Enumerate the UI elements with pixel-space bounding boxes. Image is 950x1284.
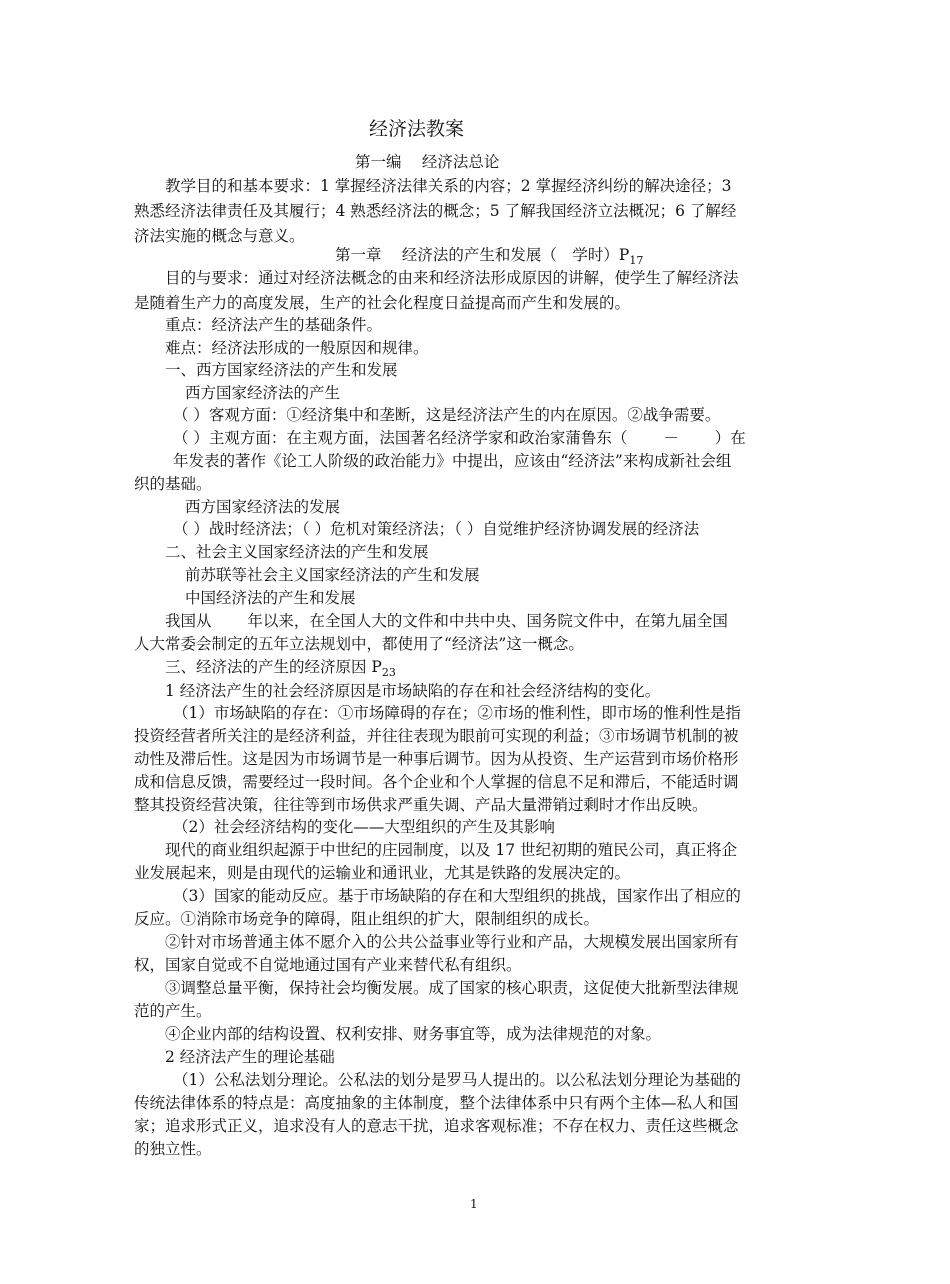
section-4-line-2: 传统法律体系的特点是：高度抽象的主体制度，整个法律体系中只有两个主体—私人和国 [134, 1094, 739, 1112]
paragraph-2-heading: （2）社会经济结构的变化——大型组织的产生及其影响 [173, 818, 555, 836]
difficulty: 难点：经济法形成的一般原因和规律。 [165, 339, 429, 357]
document-title: 经济法教案 [369, 118, 465, 140]
section-2-subheading-soviet: 前苏联等社会主义国家经济法的产生和发展 [185, 566, 480, 584]
paragraph-1-line-4: 成和信息反馈，需要经过一段时间。各个企业和个人掌握的信息不足和滞后，不能适时调 [134, 773, 739, 791]
paragraph-3-item-2-line-1: ②针对市场普通主体不愿介入的公共公益事业等行业和产品，大规模发展出国家所有 [165, 933, 739, 951]
paragraph-3-item-3-line-1: ③调整总量平衡，保持社会均衡发展。成了国家的核心职责，这促使大批新型法律规 [165, 979, 739, 997]
section-4-line-4: 的独立性。 [134, 1140, 212, 1158]
paragraph-3-line-1: （3）国家的能动反应。基于市场缺陷的存在和大型组织的挑战，国家作出了相应的 [173, 887, 741, 905]
section-1-subheading-development: 西方国家经济法的发展 [185, 498, 341, 516]
paragraph-1-heading: 1 经济法产生的社会经济原因是市场缺陷的存在和社会经济结构的变化。 [165, 682, 661, 700]
page-number: 1 [470, 1197, 478, 1211]
section-2-subheading-china: 中国经济法的产生和发展 [185, 589, 356, 607]
section-4-line-3: 家；追求形式正义，追求没有人的意志干扰，追求客观标准；不存在权力、责任这些概念 [134, 1117, 739, 1135]
paragraph-1-line-2: 投资经营者所关注的是经济利益，并往往表现为眼前可实现的利益；③市场调节机制的被 [134, 727, 739, 745]
chapter-page-subscript: 17 [629, 254, 644, 267]
section-2-body-line-1: 我国从 年以来，在全国人大的文件和中共中央、国务院文件中，在第九届全国 [165, 612, 728, 630]
paragraph-3-item-2-line-2: 权，国家自觉或不自觉地通过国有产业来替代私有组织。 [134, 956, 522, 974]
section-3-page-subscript: 23 [381, 666, 396, 679]
part-heading: 第一编 经济法总论 [355, 153, 500, 171]
paragraph-3-line-2: 反应。①消除市场竞争的障碍，阻止组织的扩大，限制组织的成长。 [134, 910, 600, 928]
key-point: 重点：经济法产生的基础条件。 [165, 316, 383, 334]
paragraph-1-line-3: 动性及滞后性。这是因为市场调节是一种事后调节。因为从投资、生产运营到市场价格形 [134, 750, 739, 768]
paragraph-2-line-2: 业发展起来，则是由现代的运输业和通讯业，尤其是铁路的发展决定的。 [134, 864, 631, 882]
section-4-heading: 2 经济法产生的理论基础 [165, 1048, 335, 1066]
goals-line-1: 教学目的和基本要求：1 掌握经济法律关系的内容；2 掌握经济纠纷的解决途径；3 [165, 177, 732, 195]
purpose-line-1: 目的与要求：通过对经济法概念的由来和经济法形成原因的讲解，使学生了解经济法 [165, 269, 739, 287]
paragraph-1-line-1: （1）市场缺陷的存在：①市场障碍的存在；②市场的惟利性，即市场的惟利性是指 [173, 704, 741, 722]
chapter-heading [335, 243, 643, 267]
section-1-subjective-line-1: （ ）主观方面：在主观方面，法国著名经济学家和政治家蒲鲁东（ － ）在 [173, 429, 746, 447]
goals-line-2: 熟悉经济法律责任及其履行；4 熟悉经济法的概念；5 了解我国经济立法概况；6 了解经 [134, 202, 737, 220]
paragraph-1-line-5: 整其投资经营决策，往往等到市场供求严重失调、产品大量滞销过剩时才作出反映。 [134, 796, 708, 814]
section-1-subjective-line-3: 织的基础。 [134, 475, 212, 493]
section-2-heading: 二、社会主义国家经济法的产生和发展 [165, 543, 429, 561]
goals-line-3: 济法实施的概念与意义。 [134, 227, 305, 245]
section-1-objective: （ ）客观方面：①经济集中和垄断，这是经济法产生的内在原因。②战争需要。 [173, 406, 721, 424]
section-1-heading: 一、西方国家经济法的产生和发展 [165, 361, 398, 379]
chapter-heading-text: 第一章 经济法的产生和发展（ 学时）P [335, 246, 630, 264]
paragraph-3-item-3-line-2: 范的产生。 [134, 1002, 212, 1020]
section-1-development: （ ）战时经济法；（ ）危机对策经济法；（ ）自觉维护经济协调发展的经济法 [173, 520, 700, 538]
purpose-line-2: 是随着生产力的高度发展，生产的社会化程度日益提高而产生和发展的。 [134, 294, 631, 312]
section-1-subjective-line-2: 年发表的著作《论工人阶级的政治能力》中提出，应该由“经济法”来构成新社会组 [173, 452, 732, 470]
section-4-line-1: （1）公私法划分理论。公私法的划分是罗马人提出的。以公私法划分理论为基础的 [173, 1071, 741, 1089]
paragraph-2-line-1: 现代的商业组织起源于中世纪的庄园制度，以及 17 世纪初期的殖民公司，真正将企 [165, 841, 738, 859]
section-2-body-line-2: 人大常委会制定的五年立法规划中，都使用了“经济法”这一概念。 [134, 635, 584, 653]
section-1-subheading-origin: 西方国家经济法的产生 [185, 384, 341, 402]
paragraph-3-item-4: ④企业内部的结构设置、权利安排、财务事宜等，成为法律规范的对象。 [165, 1025, 662, 1043]
section-3-heading-text: 三、经济法的产生的经济原因 P [165, 658, 382, 676]
